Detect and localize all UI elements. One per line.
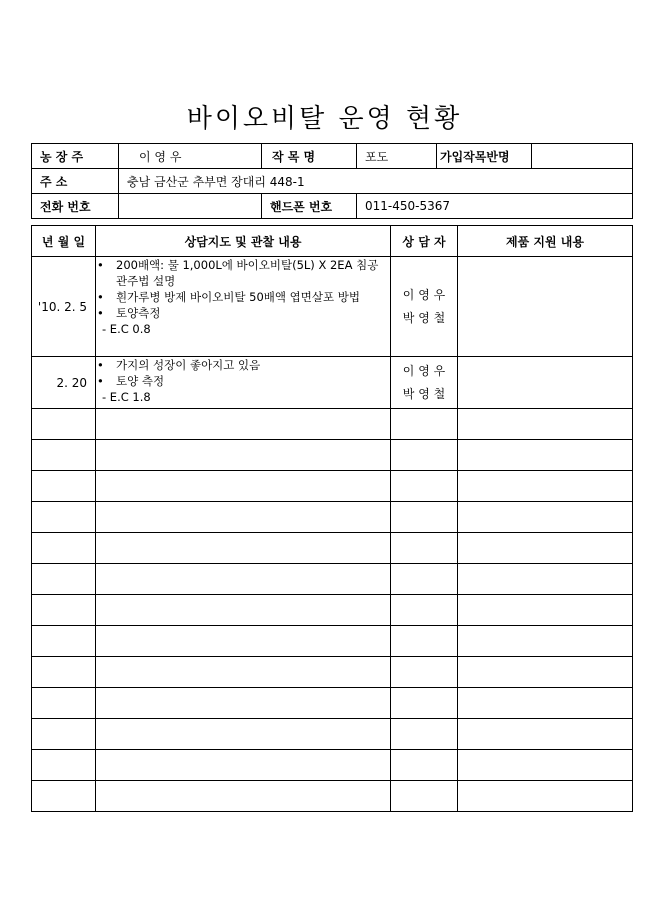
row-content <box>96 750 391 781</box>
farm-info-table <box>31 143 633 219</box>
phone-value <box>119 194 262 219</box>
row-support <box>458 533 633 564</box>
address-label: 주 소 <box>32 169 119 194</box>
row-date <box>32 533 96 564</box>
content-item: • 토양측정 <box>96 305 390 321</box>
row-content <box>96 657 391 688</box>
row-consultant <box>391 750 458 781</box>
row-support <box>458 626 633 657</box>
row-date <box>32 719 96 750</box>
header-consultant: 상 담 자 <box>391 226 458 257</box>
empty-row <box>32 719 633 750</box>
joined-group-value <box>532 144 633 169</box>
empty-row <box>32 688 633 719</box>
row-date: 2. 20 <box>32 357 96 409</box>
row-support <box>458 781 633 812</box>
row-date <box>32 409 96 440</box>
row-content <box>96 257 391 357</box>
content-sub: - E.C 1.8 <box>102 390 151 404</box>
consultant-name: 박 영 철 <box>402 310 446 325</box>
consultant-name: 이 영 우 <box>402 287 446 302</box>
row-consultant <box>391 657 458 688</box>
row-consultant <box>391 257 458 357</box>
empty-row <box>32 657 633 688</box>
row-date <box>32 471 96 502</box>
content-item: • 토양 측정 <box>96 373 390 389</box>
row-content <box>96 357 391 409</box>
row-consultant <box>391 502 458 533</box>
row-consultant <box>391 626 458 657</box>
row-content <box>96 626 391 657</box>
row-support <box>458 688 633 719</box>
row-date <box>32 502 96 533</box>
address-value: 충남 금산군 추부면 장대리 448-1 <box>119 169 633 194</box>
table-row <box>32 257 633 357</box>
empty-row <box>32 626 633 657</box>
row-support <box>458 750 633 781</box>
row-date <box>32 657 96 688</box>
row-support <box>458 257 633 357</box>
consultant-name: 이 영 우 <box>402 363 446 378</box>
row-content <box>96 719 391 750</box>
row-content <box>96 688 391 719</box>
row-content <box>96 502 391 533</box>
row-support <box>458 657 633 688</box>
row-support <box>458 502 633 533</box>
row-consultant <box>391 471 458 502</box>
row-content <box>96 440 391 471</box>
content-item: • 가지의 성장이 좋아지고 있음 <box>96 357 390 373</box>
content-item: • 흰가루병 방제 바이오비탈 50배액 엽면살포 방법 <box>96 289 390 305</box>
mobile-label: 핸드폰 번호 <box>262 194 357 219</box>
empty-row <box>32 502 633 533</box>
row-date: '10. 2. 5 <box>32 257 96 357</box>
crop-value: 포도 <box>357 144 437 169</box>
row-date <box>32 626 96 657</box>
row-consultant <box>391 781 458 812</box>
row-content <box>96 595 391 626</box>
content-sub: - E.C 0.8 <box>102 322 151 336</box>
content-item: • 200배액: 물 1,000L에 바이오비탈(5L) X 2EA 침공관주법 설명 <box>96 257 390 289</box>
empty-row <box>32 409 633 440</box>
joined-group-label: 가입작목반명 <box>437 144 532 169</box>
row-content <box>96 781 391 812</box>
empty-row <box>32 595 633 626</box>
row-consultant <box>391 440 458 471</box>
table-row <box>32 357 633 409</box>
row-date <box>32 595 96 626</box>
empty-row <box>32 750 633 781</box>
row-consultant <box>391 357 458 409</box>
row-support <box>458 564 633 595</box>
row-content <box>96 409 391 440</box>
empty-row <box>32 471 633 502</box>
empty-row <box>32 533 633 564</box>
row-date <box>32 564 96 595</box>
farmer-label: 농 장 주 <box>32 144 119 169</box>
row-date <box>32 781 96 812</box>
empty-row <box>32 440 633 471</box>
row-support <box>458 409 633 440</box>
empty-row <box>32 781 633 812</box>
row-support <box>458 719 633 750</box>
row-content <box>96 471 391 502</box>
row-support <box>458 471 633 502</box>
row-date <box>32 440 96 471</box>
row-date <box>32 688 96 719</box>
row-consultant <box>391 564 458 595</box>
row-consultant <box>391 533 458 564</box>
row-consultant <box>391 688 458 719</box>
row-date <box>32 750 96 781</box>
header-content: 상담지도 및 관찰 내용 <box>96 226 391 257</box>
row-content <box>96 564 391 595</box>
farmer-value: 이 영 우 <box>119 144 262 169</box>
row-consultant <box>391 595 458 626</box>
consultation-log-table <box>31 225 633 812</box>
empty-row <box>32 564 633 595</box>
mobile-value: 011-450-5367 <box>357 194 633 219</box>
row-consultant <box>391 409 458 440</box>
row-consultant <box>391 719 458 750</box>
row-support <box>458 595 633 626</box>
row-content <box>96 533 391 564</box>
row-support <box>458 440 633 471</box>
page-title: 바이오비탈 운영 현황 <box>186 104 463 134</box>
row-support <box>458 357 633 409</box>
crop-label: 작 목 명 <box>262 144 357 169</box>
header-date: 년 월 일 <box>32 226 96 257</box>
consultant-name: 박 영 철 <box>402 386 446 401</box>
header-support: 제품 지원 내용 <box>458 226 633 257</box>
phone-label: 전화 번호 <box>32 194 119 219</box>
